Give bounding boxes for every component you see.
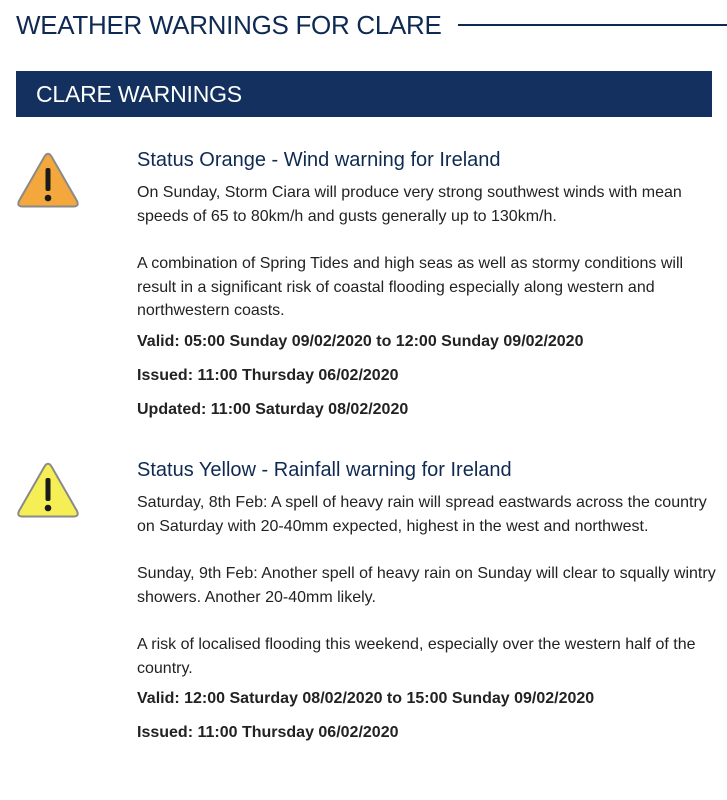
warning-valid-period: Valid: 12:00 Saturday 08/02/2020 to 15:00 Sunday 09/02/2020 [137, 690, 595, 707]
warning-valid-period: Valid: 05:00 Sunday 09/02/2020 to 12:00 Sunday 09/02/2020 [137, 332, 584, 350]
warning-title: Status Orange - Wind warning for Ireland [137, 149, 501, 171]
warning-description: A combination of Spring Tides and high seas as well as stormy conditions will result in a significant risk of coastal flooding especially along western and northwestern coasts. [137, 255, 684, 319]
section-title: CLARE WARNINGS [36, 80, 242, 107]
warning-issued-time: Issued: 11:00 Thursday 06/02/2020 [137, 724, 399, 741]
page-title: WEATHER WARNINGS FOR CLARE [16, 9, 442, 40]
title-divider [458, 24, 727, 26]
section-header [16, 71, 712, 117]
warning-issued-time: Issued: 11:00 Thursday 06/02/2020 [137, 366, 399, 384]
warning-description: Saturday, 8th Feb: A spell of heavy rain will spread eastwards across the country on Saturday with 20-40mm expected, highest in the west and northwest. [137, 494, 707, 535]
warning-triangle-orange-icon [16, 152, 80, 210]
warning-title: Status Yellow - Rainfall warning for Ireland [137, 459, 512, 481]
warning-description: On Sunday, Storm Ciara will produce very strong southwest winds with mean speeds of 65 to 80km/h and gusts generally up to 130km/h. [137, 184, 682, 225]
warning-updated-time: Updated: 11:00 Saturday 08/02/2020 [137, 400, 409, 418]
warning-description: Sunday, 9th Feb: Another spell of heavy rain on Sunday will clear to squally wintry showers. Another 20-40mm likely. [137, 565, 716, 606]
warning-body [137, 148, 717, 433]
warning-body [137, 458, 717, 756]
warning-description: A risk of localised flooding this weekend, especially over the western half of the country. [137, 636, 696, 677]
warning-triangle-yellow-icon [16, 462, 80, 520]
page-header [16, 10, 727, 40]
